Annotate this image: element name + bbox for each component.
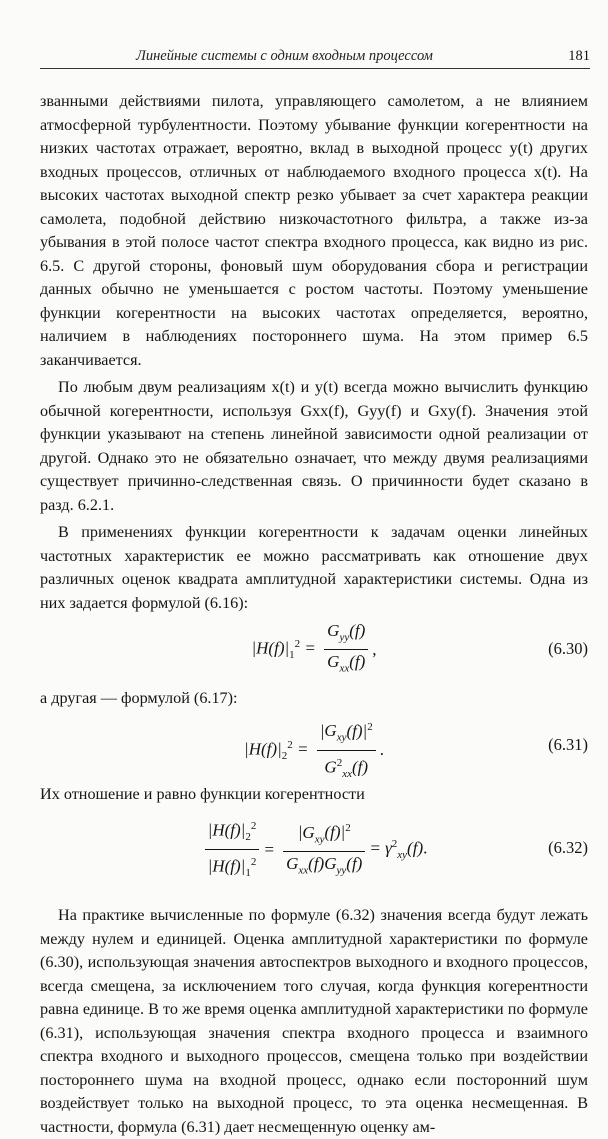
equation-6-32-expression: $\frac{|H(f)|_2^2}{|H(f)|_1^2}$ = $\frac{|G_{xy}(f)|^2}{G_{xx}(f)G_{yy}(f)}$ = $\gamma^2_{xy}(f)$. xyxy=(40,814,588,885)
paragraph-3: В применениях функции когерентности к задачам оценки линейных частотных характеристик ее можно рассматривать как отношение двух различных оценок квадрата амплитудной характеристики системы. Одна из них задается формулой (6.16): xyxy=(40,523,588,612)
paragraph-6: На практике вычисленные по формуле (6.32) значения всегда будут лежать между нулем и единицей. Оценка амплитудной характеристики по формуле (6.30), использующая значения автоспектров выходного и входного процессов, всегда смещена, за исключением того случая, когда функция когерентности равна единице. В то же время оценка амплитудной характеристики по формуле (6.31), использующая значения спектра входного процесса и взаимного спектра входного и выходного процессов, смещена только при воздействии постороннего шума на входной процесс, однако если посторонний шум воздействует только на выходной процесс, то эта оценка несмещенная. В частности, формула (6.31) дает несмещенную оценку ам- xyxy=(40,906,588,1136)
equation-6-30-expression: $|H(f)|_1^2$ = $\frac{G_{yy}(f)}{G_{xx}(f)}$ , xyxy=(251,621,377,675)
running-title: Линейные системы с одним входным процессом xyxy=(136,48,433,64)
equation-6-30 xyxy=(40,619,588,683)
body-text xyxy=(40,90,588,1139)
page-number: 181 xyxy=(568,48,590,64)
paragraph-5: Их отношение и равно функции когерентности xyxy=(40,784,365,803)
equation-6-31 xyxy=(40,715,588,779)
equation-6-31-number: (6.31) xyxy=(548,734,588,754)
equation-6-32 xyxy=(40,814,588,886)
paragraph-4: а другая — формулой (6.17): xyxy=(40,689,238,707)
paragraph-2: По любым двум реализациям x(t) и y(t) всегда можно вычислить функцию обычной когерентности, используя Gxx(f), Gyy(f) и Gxy(f). Значения этой функции указывают на степень линейной зависимости одной реализации от другой. Однако это не обязательно означает, что между двумя реализациями существует причинно-следственная связь. О причинности будет сказано в разд. 6.2.1. xyxy=(40,378,588,514)
running-header xyxy=(40,46,590,69)
equation-6-30-number: (6.30) xyxy=(548,639,588,658)
paragraph-1: званными действиями пилота, управляющего самолетом, а не влиянием атмосферной турбулентности. Поэтому убывание функции когерентности на низких частотах отражает, вероятно, вклад в выходной процесс y(t) других входных процессов, отличных от наблюдаемого входного процесса x(t). На высоких частотах выходной спектр резко убывает за счет характера реакции самолета, подобной действию низкочастотного фильтра, а также из-за убывания в этой полосе частот спектра входного процесса, как видно из рис. 6.5. С другой стороны, фоновый шум оборудования сбора и регистрации данных обычно не уменьшается с ростом частоты. Поэтому уменьшение функции когерентности на высоких частотах определяется, вероятно, наличием в наблюдениях постороннего шума. На этом пример 6.5 заканчивается. xyxy=(40,92,588,369)
equation-6-32-number: (6.32) xyxy=(548,838,588,857)
equation-6-31-expression: $|H(f)|_2^2$ = $\frac{|G_{xy}(f)|^2}{G^2_{xx}(f)}$ . xyxy=(40,715,588,786)
